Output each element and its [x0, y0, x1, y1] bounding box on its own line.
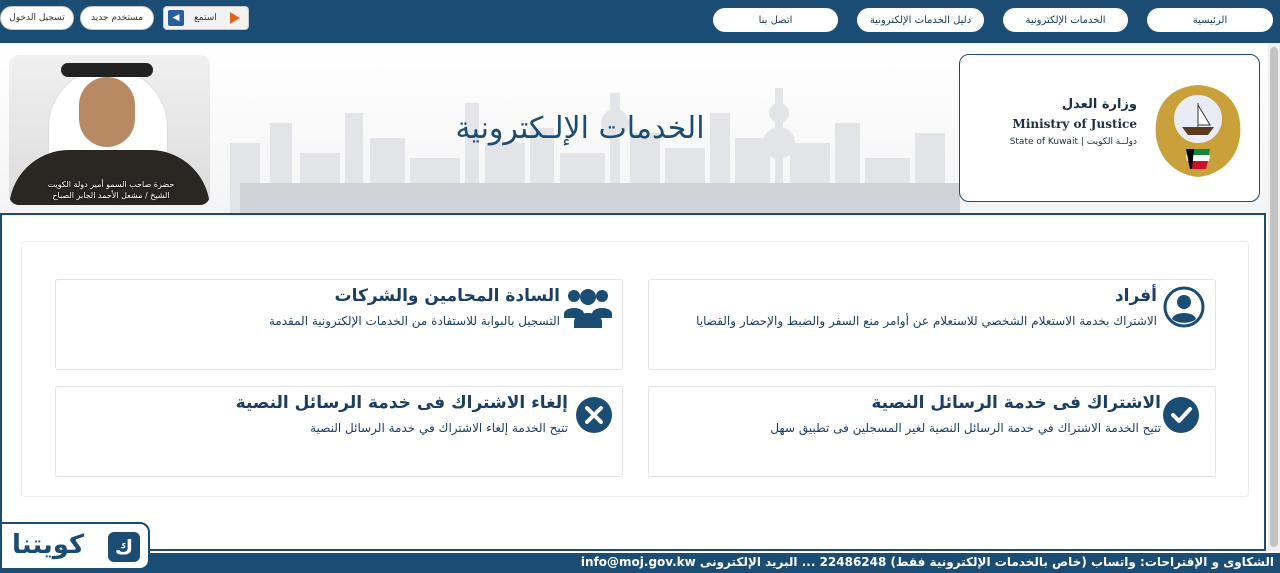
kuwaitna-logo [0, 522, 150, 570]
ministry-logo[interactable] [959, 54, 1260, 202]
state-label: State of Kuwait | دولــة الكويت [1009, 137, 1137, 147]
users-icon [564, 284, 612, 328]
service-card-sms-unsubscribe[interactable] [55, 386, 623, 477]
card-description: التسجيل بالبوابة للاستفادة من الخدمات الإلكترونية المقدمة [268, 314, 560, 328]
card-title: السادة المحامين والشركات [334, 286, 560, 306]
play-icon [230, 12, 240, 24]
service-card-individuals[interactable] [648, 279, 1216, 370]
service-card-lawyers[interactable] [55, 279, 623, 370]
new-user-button[interactable]: مستخدم جديد [80, 6, 154, 30]
header-banner [0, 43, 1280, 213]
services-container [21, 241, 1249, 497]
ministry-name-en: Ministry of Justice [1012, 117, 1137, 131]
page-title: الخدمات الإلـكترونية [455, 111, 705, 146]
card-title: أفراد [1114, 286, 1157, 306]
login-button[interactable]: تسجيل الدخول [0, 6, 74, 30]
kuwait-emblem-icon [1148, 77, 1248, 181]
nav-eservices-guide[interactable]: دليل الخدمات الإلكترونية [857, 8, 984, 32]
card-description: الاشتراك بخدمة الاستعلام الشخصي للاستعلام عن أوامر منع السفر والضبط والإحضار والقضايا [696, 314, 1157, 328]
nav-eservices[interactable]: الخدمات الإلكترونية [1003, 8, 1128, 32]
page-scrollbar[interactable] [1268, 43, 1280, 551]
footer-bar [0, 553, 1280, 573]
listen-label: استمع [194, 13, 217, 23]
portrait-caption: حضرة صاحب السمو أمير دولة الكويت الشيخ / مشعل الأحمد الجابر الصباح [47, 180, 175, 200]
card-title: إلغاء الاشتراك فى خدمة الرسائل النصية [235, 393, 568, 413]
nav-contact[interactable]: اتصل بنا [713, 8, 838, 32]
footer-contact-text: الشكاوى و الإقتراحات: واتساب (خاص بالخدمات الإلكترونية فقط) 22486248 ... البريد الإلكترونى info@moj.gov.kw [580, 555, 1274, 569]
close-circle-icon [576, 397, 612, 433]
card-description: تتيح الخدمة الاشتراك في خدمة الرسائل النصية لغير المسجلين فى تطبيق سهل [770, 421, 1161, 435]
main-panel [0, 213, 1266, 551]
ministry-name-ar: وزارة العدل [1061, 97, 1137, 112]
user-icon [1163, 286, 1205, 328]
listen-button[interactable] [163, 6, 249, 30]
amir-portrait [9, 55, 210, 205]
kuwaitna-badge-icon: ك [108, 532, 140, 562]
kuwaitna-logo-text: كويتنا [12, 530, 85, 560]
nav-home[interactable]: الرئيسية [1147, 8, 1273, 32]
top-navbar [0, 0, 1280, 43]
card-title: الاشتراك فى خدمة الرسائل النصية [871, 393, 1161, 413]
card-description: تتيح الخدمة إلغاء الاشتراك في خدمة الرسائل النصية [310, 421, 568, 435]
check-circle-icon [1163, 397, 1199, 433]
speaker-icon: ◀ [168, 10, 184, 26]
scrollbar-thumb[interactable] [1270, 47, 1278, 547]
service-card-sms-subscribe[interactable] [648, 386, 1216, 477]
